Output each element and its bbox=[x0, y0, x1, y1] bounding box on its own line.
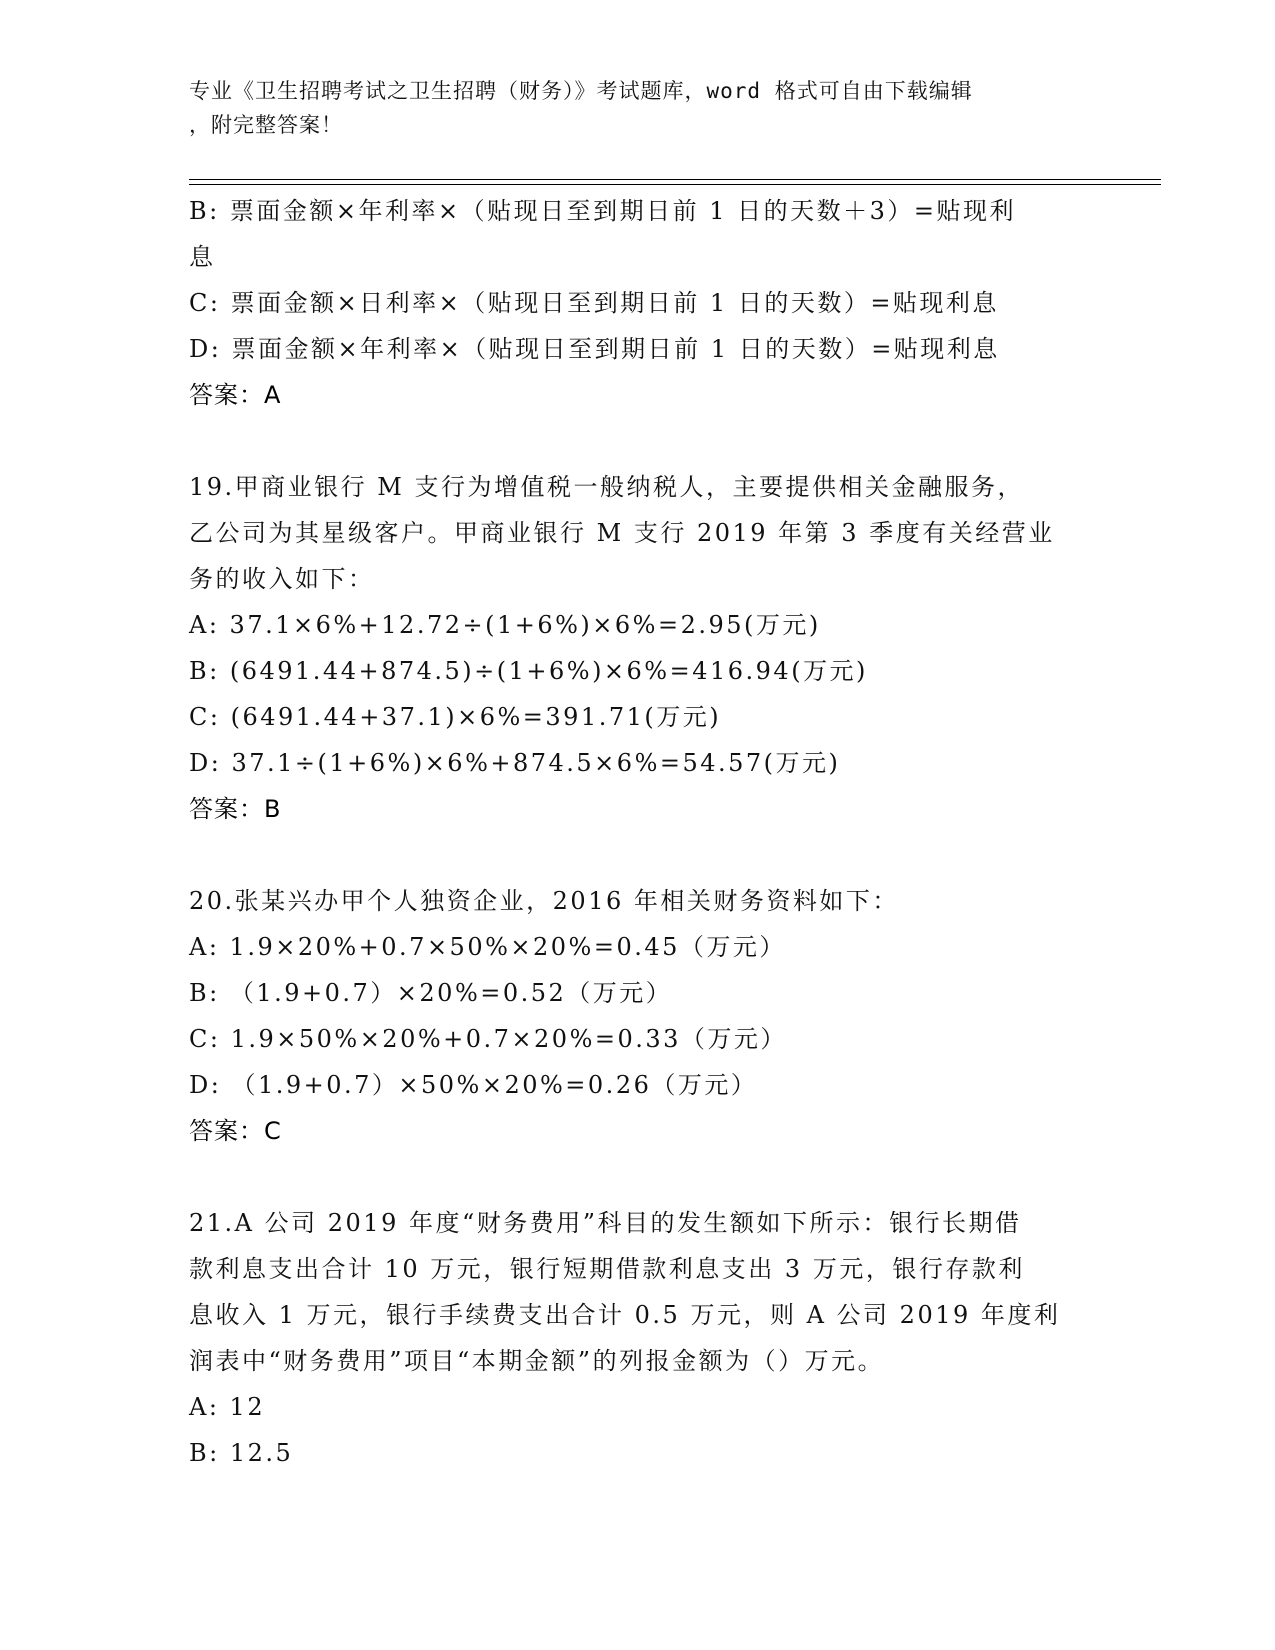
q19-answer: 答案：B bbox=[189, 795, 282, 823]
spacer bbox=[189, 418, 1089, 464]
q21-stem-line4: 润表中“财务费用”项目“本期金额”的列报金额为（）万元。 bbox=[189, 1347, 885, 1375]
q18-answer: 答案：A bbox=[189, 381, 282, 409]
q19-option-a: A: 37.1×6%+12.72÷(1+6%)×6%=2.95(万元) bbox=[189, 611, 821, 639]
header-line-2: ，附完整答案！ bbox=[189, 113, 343, 137]
q19-option-c: C: (6491.44+37.1)×6%=391.71(万元) bbox=[189, 703, 722, 731]
q20-option-b: B: （1.9+0.7）×20%=0.52（万元） bbox=[189, 979, 673, 1007]
q19-option-b: B: (6491.44+874.5)÷(1+6%)×6%=416.94(万元) bbox=[189, 657, 868, 685]
q21-option-a: A: 12 bbox=[189, 1393, 266, 1421]
q21-stem-line3: 息收入 1 万元，银行手续费支出合计 0.5 万元，则 A 公司 2019 年度利 bbox=[189, 1301, 1061, 1329]
q20-option-a: A: 1.9×20%+0.7×50%×20%=0.45（万元） bbox=[189, 933, 786, 961]
q19-option-d: D: 37.1÷(1+6%)×6%+874.5×6%=54.57(万元) bbox=[189, 749, 841, 777]
q20-option-d: D: （1.9+0.7）×50%×20%=0.26（万元） bbox=[189, 1071, 758, 1099]
q19-stem-line2: 乙公司为其星级客户。甲商业银行 M 支行 2019 年第 3 季度有关经营业 bbox=[189, 519, 1055, 547]
spacer bbox=[189, 832, 1089, 878]
header-divider-top bbox=[189, 179, 1161, 180]
q21-stem-line1: 21.A 公司 2019 年度“财务费用”科目的发生额如下所示：银行长期借 bbox=[189, 1209, 1022, 1237]
question-18-continuation bbox=[189, 188, 1089, 418]
q20-option-c: C: 1.9×50%×20%+0.7×20%=0.33（万元） bbox=[189, 1025, 787, 1053]
question-content bbox=[189, 188, 1089, 1476]
question-21 bbox=[189, 1200, 1089, 1476]
q21-option-b: B: 12.5 bbox=[189, 1439, 294, 1467]
q18-option-c: C: 票面金额×日利率×（贴现日至到期日前 1 日的天数）=贴现利息 bbox=[189, 289, 999, 317]
header-line-1: 专业《卫生招聘考试之卫生招聘（财务）》考试题库，word 格式可自由下载编辑 bbox=[189, 79, 973, 103]
q20-answer: 答案：C bbox=[189, 1117, 282, 1145]
q18-option-b-line1: B: 票面金额×年利率×（贴现日至到期日前 1 日的天数＋3）=贴现利 bbox=[189, 197, 1016, 225]
question-20 bbox=[189, 878, 1089, 1154]
question-19 bbox=[189, 464, 1089, 832]
q20-stem: 20.张某兴办甲个人独资企业，2016 年相关财务资料如下： bbox=[189, 887, 899, 915]
document-header bbox=[189, 74, 1089, 142]
q21-stem-line2: 款利息支出合计 10 万元，银行短期借款利息支出 3 万元，银行存款利 bbox=[189, 1255, 1025, 1283]
q18-option-d: D: 票面金额×年利率×（贴现日至到期日前 1 日的天数）=贴现利息 bbox=[189, 335, 1000, 363]
spacer bbox=[189, 1154, 1089, 1200]
q19-stem-line3: 务的收入如下： bbox=[189, 565, 375, 593]
q18-option-b-line2: 息 bbox=[189, 243, 216, 271]
header-divider-bottom bbox=[189, 184, 1161, 185]
q19-stem-line1: 19.甲商业银行 M 支行为增值税一般纳税人，主要提供相关金融服务， bbox=[189, 473, 1024, 501]
